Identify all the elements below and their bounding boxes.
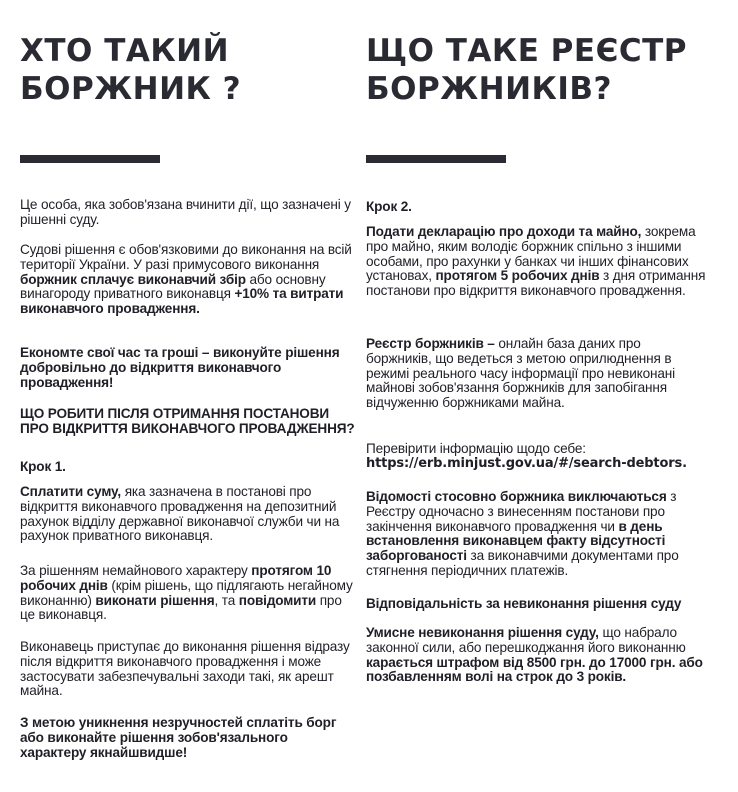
what-to-do-heading: ЩО РОБИТИ ПІСЛЯ ОТРИМАННЯ ПОСТАНОВИ ПРО ВІДКРИТТЯ ВИКОНАВЧОГО ПРОВАДЖЕННЯ? [20, 406, 355, 436]
right-heading: ЩО ТАКЕ РЕЄСТР БОРЖНИКІВ? [366, 33, 687, 107]
left-heading: ХТО ТАКИЙ БОРЖНИК ? [20, 33, 242, 107]
check-info-paragraph: Перевірити інформацію щодо себе: https://erb.minjust.gov.ua/#/search-debtors. [366, 441, 687, 471]
right-heading-underline [366, 155, 506, 163]
debtor-definition: Це особа, яка зобов'язана вчинити дії, що зазначені у рішенні суду. [20, 197, 351, 227]
declaration-paragraph: Подати декларацію про доходи та майно, зокрема про майно, яким володіє боржник спільно з іншими особами, про рахунки у банках чи інших фінансових установах, протягом 5 робочих днів з дня отримання постанови про відкриття виконавчого провадження. [366, 224, 706, 299]
liability-heading: Відповідальність за невиконання рішення суду [366, 596, 682, 611]
left-heading-underline [20, 155, 160, 163]
debtors-search-link[interactable]: https://erb.minjust.gov.ua/#/search-debtors. [366, 455, 687, 471]
step-1-label: Крок 1. [20, 459, 66, 474]
executor-actions-paragraph: Виконавець приступає до виконання рішення відразу після відкриття виконавчого провадження і може застосувати забезпечувальні заходи такі, як арешт майна. [20, 639, 350, 699]
exclusion-paragraph: Відомості стосовно боржника виключаються з Реєстру одночасно з винесенням постанови про закінчення виконавчого провадження чи в день встановлення виконавцем факту відсутності заборгованості за виконавчими документами про стягнення періодичних платежів. [366, 489, 679, 578]
save-time-notice: Економте свої час та гроші – виконуйте рішення добровільно до відкриття виконавчого провадження! [20, 345, 340, 390]
pay-amount-paragraph: Сплатити суму, яка зазначена в постанові про відкриття виконавчого провадження на депозитний рахунок відділу державної виконавчої служби чи на рахунок приватного виконавця. [20, 484, 340, 544]
registry-definition: Реєстр боржників – онлайн база даних про боржників, що ведеться з метою оприлюднення в режимі реального часу інформації про невиконані майнові зобов'язання боржників для запобігання відчуженню боржниками майна. [366, 336, 676, 411]
non-property-decision-paragraph: За рішенням немайнового характеру протягом 10 робочих днів (крім рішень, що підлягають негайному виконанню) виконати рішення, та повідомити про це виконавця. [20, 563, 353, 623]
pay-debt-notice: З метою уникнення незручностей сплатіть борг або виконайте рішення зобов'язального характеру якнайшвидше! [20, 715, 337, 760]
court-decisions-paragraph: Судові рішення є обов'язковими до виконання на всій території України. У разі примусового виконання боржник сплачує виконавчий збір або основну винагороду приватного виконавця +10% та витрати виконавчого провадження. [20, 242, 352, 317]
step-2-label: Крок 2. [366, 199, 412, 214]
penalty-paragraph: Умисне невиконання рішення суду, що набрало законної сили, або перешкоджання його виконанню карається штрафом від 8500 грн. до 17000 грн. або позбавленням волі на строк до 3 років. [366, 625, 703, 685]
